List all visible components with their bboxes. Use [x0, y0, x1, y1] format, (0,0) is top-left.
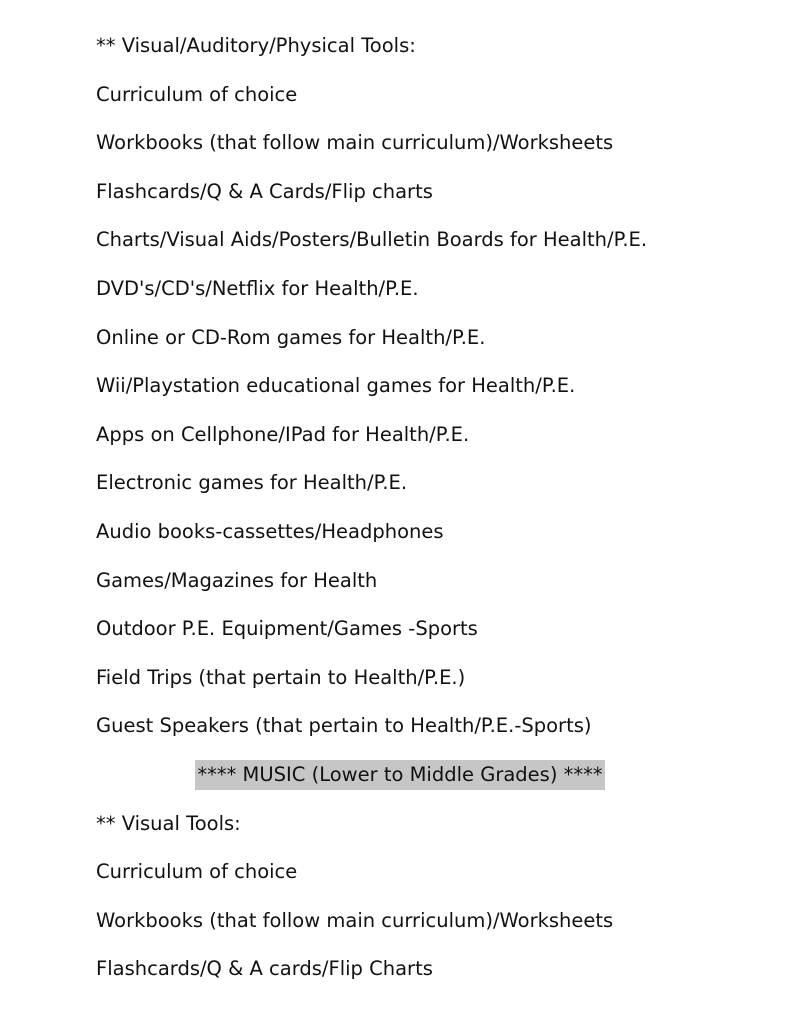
list-item: Audio books-cassettes/Headphones: [96, 519, 444, 543]
tools-list: [96, 31, 736, 1003]
list-item: Curriculum of choice: [96, 860, 298, 884]
list-item: Charts/Visual Aids/Posters/Bulletin Boards for Health/P.E.: [96, 228, 648, 252]
section-heading-visual-tools: ** Visual Tools:: [96, 811, 241, 835]
list-item: Curriculum of choice: [96, 82, 298, 106]
section-heading-physical-tools: ** Visual/Auditory/Physical Tools:: [96, 34, 416, 57]
list-item: Field Trips (that pertain to Health/P.E.): [96, 665, 466, 689]
list-item: DVD's/CD's/Netflix for Health/P.E.: [96, 276, 419, 300]
list-item: Flashcards/Q & A Cards/Flip charts: [96, 179, 433, 203]
list-item: Games/Magazines for Health: [96, 568, 378, 592]
list-item: Guest Speakers (that pertain to Health/P.E.-Sports): [96, 714, 592, 738]
list-item: Workbooks (that follow main curriculum)/Worksheets: [96, 131, 614, 155]
music-section-banner: **** MUSIC (Lower to Middle Grades) ****: [195, 760, 604, 790]
list-item: Outdoor P.E. Equipment/Games -Sports: [96, 617, 478, 641]
list-item: Wii/Playstation educational games for Health/P.E.: [96, 374, 576, 398]
list-item: Apps on Cellphone/IPad for Health/P.E.: [96, 422, 470, 446]
list-item: Electronic games for Health/P.E.: [96, 471, 408, 495]
list-item: Flashcards/Q & A cards/Flip Charts: [96, 957, 433, 981]
music-banner-row: [0, 760, 800, 809]
list-item: Workbooks (that follow main curriculum)/Worksheets: [96, 908, 614, 932]
list-item: Online or CD-Rom games for Health/P.E.: [96, 325, 486, 349]
